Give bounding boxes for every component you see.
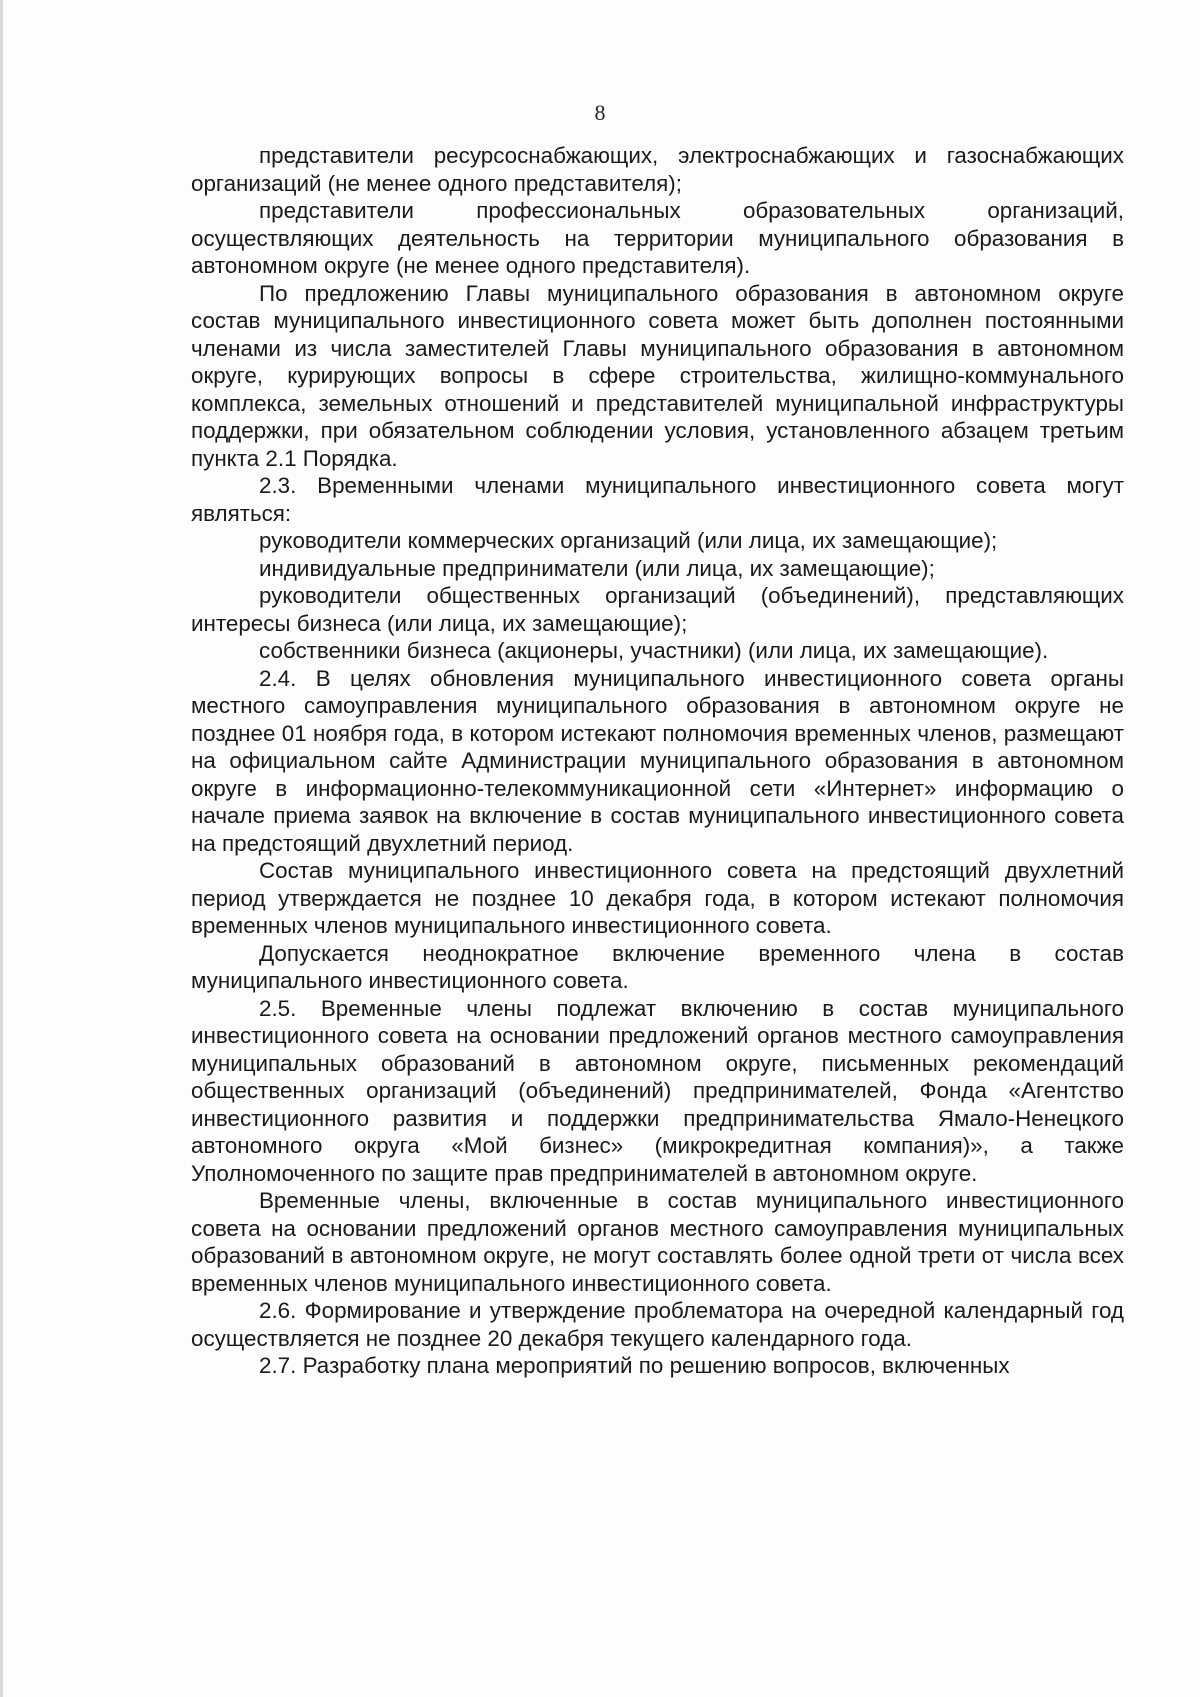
paragraph-resource-suppliers: представители ресурсоснабжающих, электроснабжающих и газоснабжающих организаций (не менее одного представителя); (191, 143, 1124, 196)
paragraph-2-3: 2.3. Временными членами муниципального инвестиционного совета могут являться: (191, 473, 1124, 526)
paragraph-business-owners: собственники бизнеса (акционеры, участники) (или лица, их замещающие). (259, 638, 1049, 663)
paragraph-public-org-heads: руководители общественных организаций (объединений), представляющих интересы бизнеса (или лица, их замещающие); (191, 583, 1124, 636)
paragraph-2-5: 2.5. Временные члены подлежат включению в состав муниципального инвестиционного совета на основании предложений органов местного самоуправления муниципальных образований в автономном округе, письменных рекомендаций общественных организаций (объединений) предпринимателей, Фонда «Агентство инвестиционного развития и поддержки предпринимательства Ямало-Ненецкого автономного округа «Мой бизнес» (микрокредитная компания)», а также Уполномоченного по защите прав предпринимателей в автономном округе. (191, 995, 1124, 1186)
paragraph-commercial-heads: руководители коммерческих организаций (или лица, их замещающие); (259, 528, 998, 553)
paragraph-permanent-members: По предложению Главы муниципального образования в автономном округе состав муниципального инвестиционного совета может быть дополнен постоянными членами из числа заместителей Главы муниципального образования в автономном округе, курирующих вопросы в сфере строительства, жилищно-коммунального комплекса, земельных отношений и представителей муниципальной инфраструктуры поддержки, при обязательном соблюдении условия, установленного абзацем третьим пункта 2.1 Порядка. (191, 280, 1124, 471)
paragraph-education-orgs: представители профессиональных образовательных организаций, осуществляющих деятельность на территории муниципального образования в автономном округе (не менее одного представителя). (191, 198, 1124, 278)
paragraph-council-composition: Состав муниципального инвестиционного совета на предстоящий двухлетний период утверждается не позднее 10 декабря года, в котором истекают полномочия временных членов муниципального инвестиционного совета. (191, 858, 1124, 938)
paragraph-repeated-inclusion: Допускается неоднократное включение временного члена в состав муниципального инвестиционного совета. (191, 940, 1124, 993)
paragraph-entrepreneurs: индивидуальные предприниматели (или лица, их замещающие); (259, 555, 935, 581)
paragraph-one-third-limit: Временные члены, включенные в состав муниципального инвестиционного совета на основании предложений органов местного самоуправления муниципальных образований в автономном округе, не могут составлять более одной трети от числа всех временных членов муниципального инвестиционного совета. (191, 1188, 1124, 1296)
paragraph-2-4: 2.4. В целях обновления муниципального инвестиционного совета органы местного самоуправления муниципального образования в автономном округе не позднее 01 ноября года, в котором истекают полномочия временных членов, размещают на официальном сайте Администрации муниципального образования в автономном округе в информационно-телекоммуникационной сети «Интернет» информацию о начале приема заявок на включение в состав муниципального инвестиционного совета на предстоящий двухлетний период. (191, 665, 1124, 856)
paragraph-2-6: 2.6. Формирование и утверждение проблематора на очередной календарный год осуществляется не позднее 20 декабря текущего календарного года. (191, 1298, 1124, 1351)
paragraph-2-7: 2.7. Разработку плана мероприятий по решению вопросов, включенных (259, 1353, 1010, 1378)
document-body (191, 142, 1124, 1380)
page-number: 8 (594, 100, 606, 125)
